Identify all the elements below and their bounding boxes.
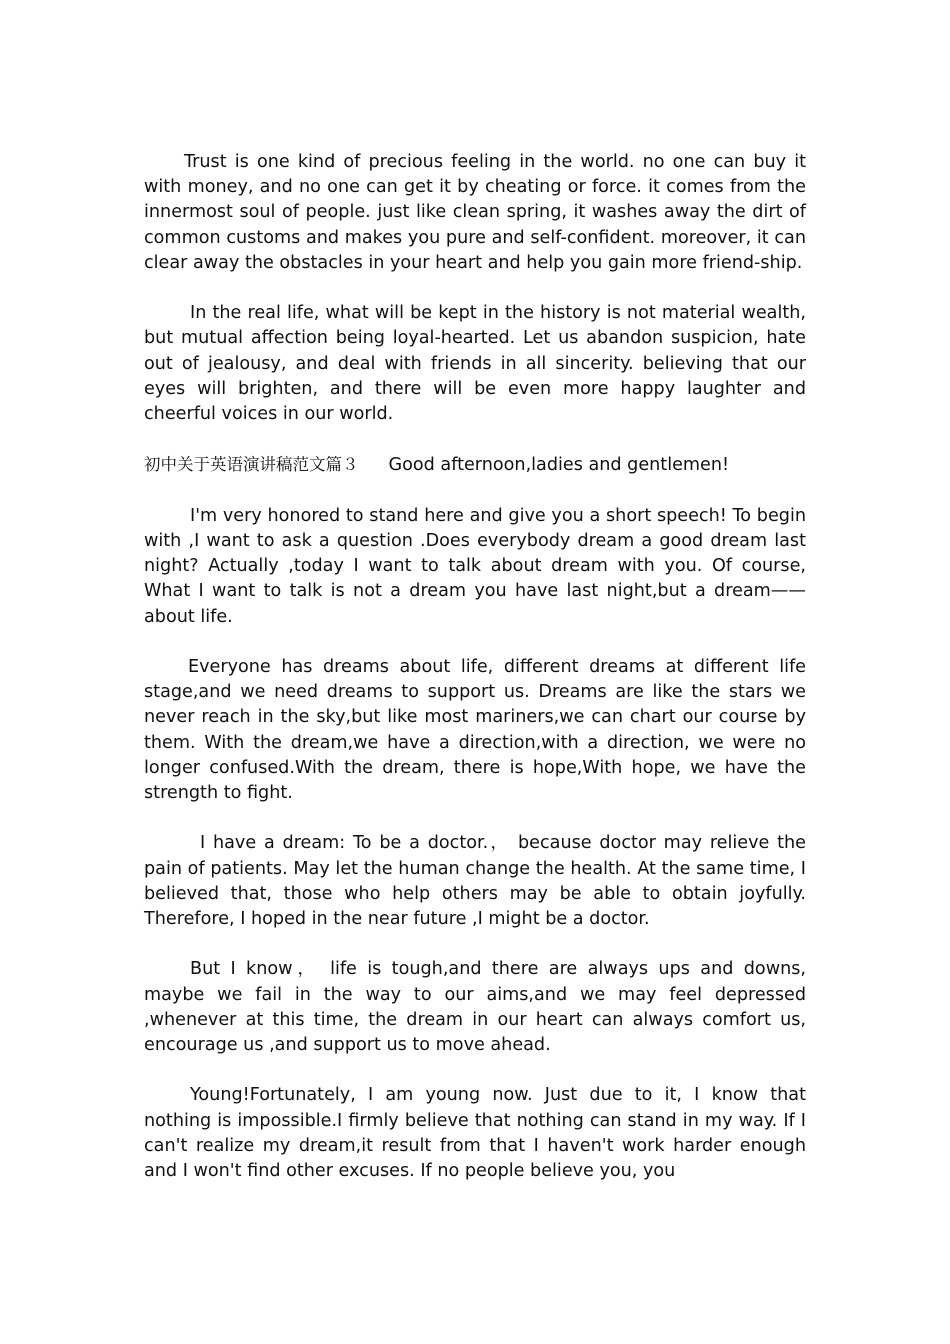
paragraph-everyone-dreams: Everyone has dreams about life, different dreams at different life stage,and we need dreams to support us. Dreams are like the stars we never reach in the sky,but like most mariners,we can chart our course by them. With the dream,we have a direction,with a direction, we were no longer confused.With the dream, there is hope,With hope, we have the strength to fight. (144, 657, 806, 804)
section-heading (144, 452, 806, 478)
paragraph-young: Young!Fortunately, I am young now. Just due to it, I know that nothing is impossible.I firmly believe that nothing can stand in my way. If I can't realize my dream,it result from that I haven't work harder enough and I won't find other excuses. If no people believe you, you (144, 1085, 806, 1182)
paragraph-life-tough: But I know， life is tough,and there are always ups and downs, maybe we fail in the way to our aims,and we may feel depressed ,whenever at this time, the dream in our heart can always comfort us, encourage us ,and support us to move ahead. (144, 959, 806, 1056)
document-body (144, 150, 806, 1209)
paragraph-doctor-dream: I have a dream: To be a doctor.， because doctor may relieve the pain of patients. May let the human change the health. At the same time, I believed that, those who help others may be able to obtain joyfully. Therefore, I hoped in the near future ,I might be a doctor. (144, 833, 806, 930)
speech-greeting: Good afternoon,ladies and gentlemen! (388, 455, 730, 476)
paragraph-honored: I'm very honored to stand here and give you a short speech! To begin with ,I want to ask a question .Does everybody dream a good dream last night? Actually ,today I want to talk about dream with you. Of course, What I want to talk is not a dream you have last night,but a dream—— about life. (144, 505, 806, 627)
section-title: 初中关于英语演讲稿范文篇３ (144, 455, 359, 475)
paragraph-real-life: In the real life, what will be kept in the history is not material wealth, but mutual affection being loyal-hearted. Let us abandon suspicion, hate out of jealousy, and deal with friends in all sincerity. believing that our eyes will brighten, and there will be even more happy laughter and cheerful voices in our world. (144, 303, 806, 425)
paragraph-trust: Trust is one kind of precious feeling in the world. no one can buy it with money, and no one can get it by cheating or force. it comes from the innermost soul of people. just like clean spring, it washes away the dirt of common customs and makes you pure and self-confident. moreover, it can clear away the obstacles in your heart and help you gain more friend-ship. (144, 152, 806, 273)
